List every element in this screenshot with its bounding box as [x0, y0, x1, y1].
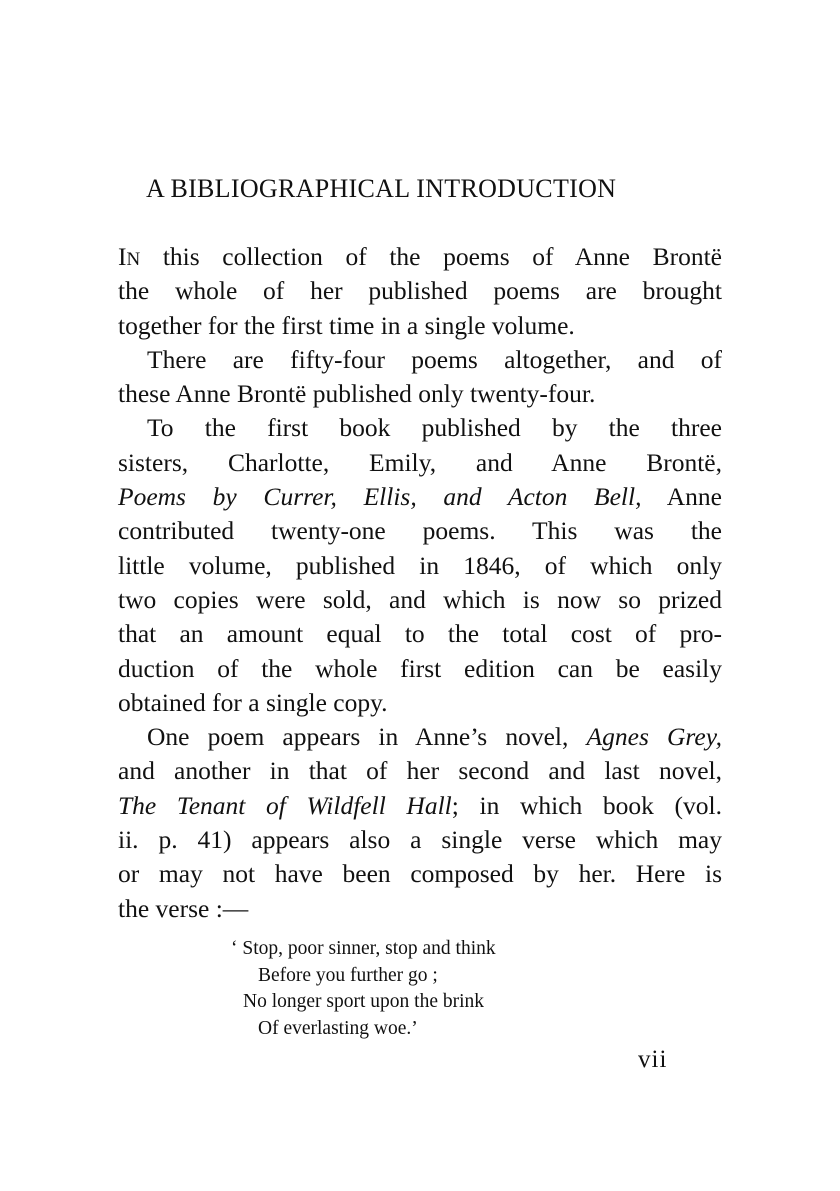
text-span: Anne	[641, 482, 723, 512]
paragraph-4-line-5: or may not have been composed by her. Here is	[118, 859, 722, 889]
paragraph-3-line-4: contributed twenty-one poems. This was the	[118, 516, 722, 546]
page-number: vii	[638, 1046, 668, 1073]
paragraph-3-line-9: obtained for a single copy.	[118, 687, 388, 717]
verse-quotation	[231, 936, 496, 1042]
paragraph-1-line-2: the whole of her published poems are brought	[118, 276, 722, 306]
paragraph-1-line-1	[118, 240, 722, 274]
paragraph-3-line-1: To the first book published by the three	[147, 413, 722, 443]
text-span: One poem appears in Anne’s novel,	[147, 722, 587, 752]
paragraph-4-line-1	[118, 720, 722, 754]
paragraph-2-line-2: these Anne Brontë published only twenty-four.	[118, 379, 596, 409]
paragraph-3-line-7: that an amount equal to the total cost of pro-	[118, 619, 722, 649]
paragraph-3-line-2: sisters, Charlotte, Emily, and Anne Brontë,	[118, 447, 722, 477]
book-title-italic: The Tenant of Wildfell Hall	[118, 790, 452, 820]
paragraph-4-line-3	[118, 789, 722, 823]
verse-line-3: No longer sport upon the brink	[243, 991, 485, 1012]
paragraph-3-line-5: little volume, published in 1846, of which only	[118, 550, 722, 580]
drop-cap-letter: I	[118, 242, 127, 271]
text-span: this collection of the poems of Anne Brontë	[140, 242, 722, 271]
verse-line-4: Of everlasting woe.’	[258, 1017, 418, 1039]
introduction-body	[118, 240, 722, 926]
verse-line-2: Before you further go ;	[258, 964, 438, 986]
paragraph-4-line-4: ii. p. 41) appears also a single verse which may	[118, 825, 722, 855]
paragraph-4-line-6: the verse :—	[118, 893, 249, 923]
verse-line-1: ‘ Stop, poor sinner, stop and think	[231, 938, 496, 959]
paragraph-4-line-2: and another in that of her second and last novel,	[118, 756, 722, 786]
paragraph-1-line-3: together for the first time in a single volume.	[118, 310, 575, 340]
book-title-italic: Agnes Grey,	[586, 722, 723, 752]
paragraph-2-line-1: There are fifty-four poems altogether, and of	[147, 344, 722, 374]
book-title-italic: Poems by Currer, Ellis, and Acton Bell,	[118, 482, 642, 512]
text-span: ; in which book (vol.	[451, 790, 722, 820]
paragraph-3-line-3	[118, 480, 722, 514]
paragraph-3-line-6: two copies were sold, and which is now so prized	[118, 584, 722, 614]
small-caps-letter: N	[126, 249, 141, 270]
page-title: A BIBLIOGRAPHICAL INTRODUCTION	[146, 174, 617, 203]
paragraph-3-line-8: duction of the whole first edition can be easily	[118, 653, 722, 683]
